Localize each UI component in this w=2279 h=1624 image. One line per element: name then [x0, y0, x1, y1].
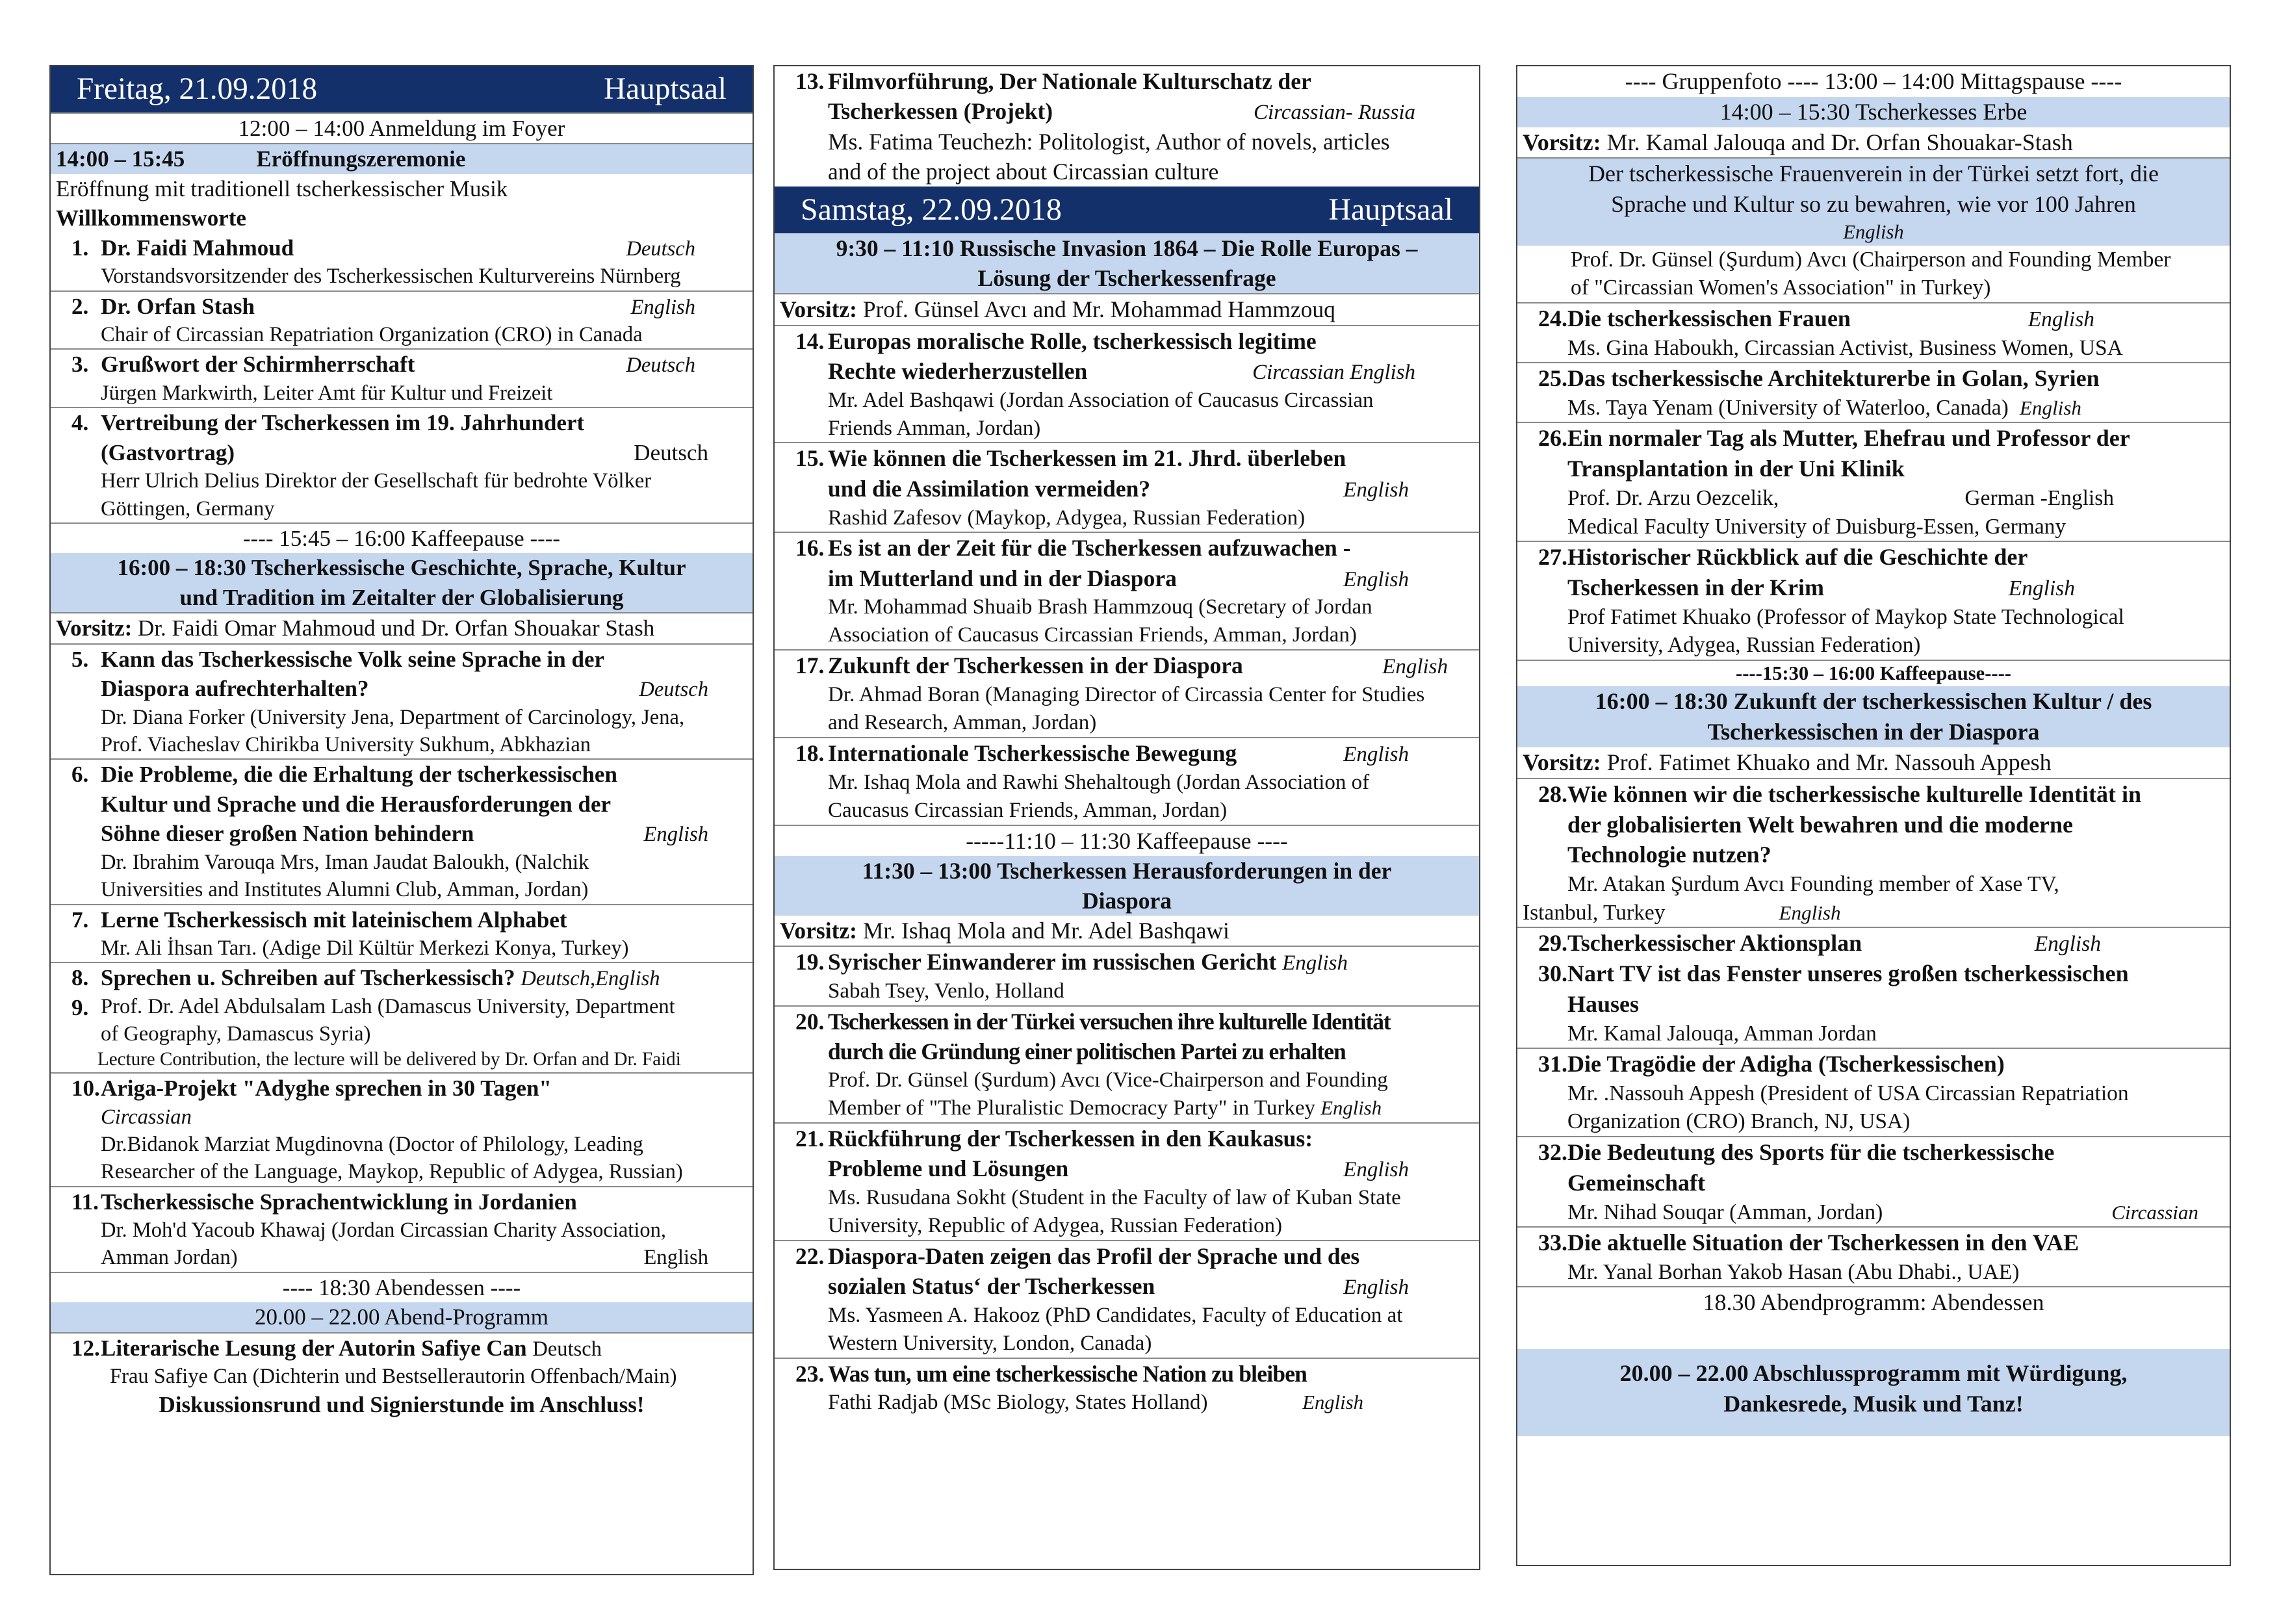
- talk-title: Sprache und Kultur so zu bewahren, wie vor 100 Jahren: [1611, 191, 2136, 218]
- talk-language: English: [630, 295, 695, 319]
- talk-number: 18.: [795, 740, 825, 767]
- talk-number: 33.: [1538, 1230, 1567, 1256]
- talk-title: und die Assimilation vermeiden?: [828, 475, 1151, 502]
- talk-item: [51, 290, 753, 349]
- talk-speaker: Jürgen Markwirth, Leiter Amt für Kultur und Freizeit: [101, 381, 553, 405]
- talk-speaker: Frau Safiye Can (Dichterin und Bestsellerautorin Offenbach/Main): [110, 1365, 677, 1389]
- talk-speaker: Prof. Dr. Günsel (Şurdum) Avcı (Vice-Chairperson and Founding: [828, 1068, 1388, 1092]
- talk-language: English: [1343, 567, 1409, 591]
- opening-title: Eröffnungszeremonie: [256, 146, 466, 172]
- talk-note: Lecture Contribution, the lecture will be delivered by Dr. Orfan and Dr. Faidi: [97, 1049, 681, 1070]
- talk-speaker: Prof. Dr. Adel Abdulsalam Lash (Damascus University, Department: [101, 994, 675, 1018]
- talk-speaker: Dr. Diana Forker (University Jena, Department of Carcinology, Jena,: [101, 705, 685, 729]
- talk-number: 29.: [1538, 930, 1567, 957]
- session-title: 9:30 – 11:10 Russische Invasion 1864 – Die Rolle Europas –: [836, 235, 1418, 262]
- talk-title: Sprechen u. Schreiben auf Tscherkessisch?: [101, 965, 515, 991]
- talk-language: English: [1302, 1391, 1363, 1414]
- chair-label: Vorsitz:: [1523, 749, 1601, 776]
- talk-speaker: Prof Fatimet Khuako (Professor of Maykop State Technological: [1567, 604, 2124, 629]
- talk-item: [775, 442, 1479, 532]
- chair-names: Prof. Günsel Avcı and Mr. Mohammad Hammzouq: [862, 296, 1335, 323]
- talk-language: English: [643, 1246, 708, 1270]
- talk-speaker: Researcher of the Language, Maykop, Republic of Adygea, Russian): [101, 1160, 683, 1184]
- talk-speaker: Mr. Mohammad Shuaib Brash Hammzouq (Secretary of Jordan: [828, 595, 1372, 619]
- talk-number: 10.: [71, 1076, 100, 1102]
- talk-item: [1517, 959, 2230, 1048]
- talk-speaker: Sabah Tsey, Venlo, Holland: [828, 979, 1064, 1003]
- talk-speaker: Mr. Nihad Souqar (Amman, Jordan): [1567, 1200, 1883, 1224]
- talk-speaker: of Geography, Damascus Syria): [101, 1022, 371, 1046]
- talk-number: 8.: [71, 965, 89, 991]
- chair-label: Vorsitz:: [780, 918, 857, 944]
- talk-speaker: Mr. Ali İhsan Tarı. (Adige Dil Kültür Merkezi Konya, Turkey): [101, 936, 629, 960]
- welcome-heading: Willkommensworte: [56, 205, 246, 231]
- talk-number: 17.: [795, 652, 825, 679]
- talk-speaker: Mr. .Nassouh Appesh (President of USA Circassian Repatriation: [1567, 1081, 2129, 1105]
- talk-language: Circassian English: [1252, 360, 1415, 384]
- session-title: 11:30 – 13:00 Tscherkessen Herausforderungen in der: [862, 857, 1392, 884]
- talk-speaker: Ms. Fatima Teuchezh: Politologist, Author of novels, articles: [828, 129, 1390, 155]
- talk-language: English: [2034, 932, 2101, 957]
- opening-time: 14:00 – 15:45: [56, 146, 185, 172]
- talk-language: Circassian: [101, 1105, 192, 1129]
- talk-title: Diaspora aufrechterhalten?: [101, 676, 369, 702]
- talk-speaker: Dr. Moh'd Yacoub Khawaj (Jordan Circassian Charity Association,: [101, 1218, 667, 1243]
- day-title: Samstag, 22.09.2018: [801, 192, 1062, 227]
- chair-names: Mr. Kamal Jalouqa and Dr. Orfan Shouakar-Stash: [1606, 129, 2073, 155]
- talk-language: English: [2028, 307, 2094, 331]
- talk-item: [1517, 778, 2230, 899]
- talk-number: 13.: [795, 68, 825, 94]
- talk-speaker: Mr. Kamal Jalouqa, Amman Jordan: [1567, 1021, 1877, 1046]
- talk-number: 21.: [795, 1126, 825, 1152]
- talk-speaker: University, Republic of Adygea, Russian Federation): [828, 1214, 1282, 1238]
- talk-language: English: [643, 823, 708, 847]
- opening-music: Eröffnung mit traditionell tscherkessischer Musik: [56, 175, 508, 201]
- talk-item: [51, 1186, 753, 1272]
- talk-title: im Mutterland und in der Diaspora: [828, 565, 1177, 591]
- talk-title: Dr. Orfan Stash: [101, 293, 255, 319]
- talk-speaker: Mr. Adel Bashqawi (Jordan Association of Caucasus Circassian: [828, 388, 1374, 412]
- talk-item: [51, 407, 753, 522]
- session-header: [1517, 686, 2230, 747]
- talk-speaker-row: [1517, 899, 2230, 927]
- talk-item: [775, 1005, 1479, 1122]
- talk-number: 15.: [795, 445, 825, 472]
- talk-title: Vertreibung der Tscherkessen im 19. Jahrhundert: [101, 410, 585, 436]
- talk-speaker: Dr.Bidanok Marziat Mugdinovna (Doctor of Philology, Leading: [101, 1132, 643, 1156]
- talk-speaker: and Research, Amman, Jordan): [828, 711, 1097, 735]
- session-header: [775, 856, 1479, 916]
- talk-number: 32.: [1538, 1139, 1567, 1165]
- dinner-break: ---- 18:30 Abendessen ----: [51, 1272, 753, 1303]
- session-chair: [1517, 747, 2230, 778]
- talk-speaker: Universities and Institutes Alumni Club, Amman, Jordan): [101, 878, 589, 902]
- talk-speaker: Association of Caucasus Circassian Friends, Amman, Jordan): [828, 623, 1357, 647]
- talk-number: 12.: [71, 1335, 100, 1361]
- talk-title: Ein normaler Tag als Mutter, Ehefrau und Professor der: [1567, 425, 2130, 452]
- coffee-break: -----11:10 – 11:30 Kaffeepause ----: [775, 825, 1479, 856]
- talk-number: 28.: [1538, 780, 1567, 807]
- talk-item: [51, 1332, 753, 1391]
- talk-title: Transplantation in der Uni Klinik: [1567, 456, 1905, 482]
- talk-speaker: Ms. Yasmeen A. Hakooz (PhD Candidates, Faculty of Education at: [828, 1304, 1403, 1328]
- talk-number: 26.: [1538, 425, 1567, 452]
- feature-talk: [1517, 157, 2230, 245]
- talk-title: Söhne dieser großen Nation behindern: [101, 821, 474, 847]
- talk-title: (Gastvortrag): [101, 439, 235, 465]
- talk-title: Probleme und Lösungen: [828, 1155, 1069, 1182]
- talk-speaker: Dr. Ahmad Boran (Managing Director of Circassia Center for Studies: [828, 683, 1425, 707]
- opening-session-row: [51, 143, 753, 174]
- session-header: [775, 233, 1479, 293]
- chair-names: Mr. Ishaq Mola and Mr. Adel Bashqawi: [862, 918, 1230, 944]
- talk-language: Deutsch: [634, 439, 708, 465]
- talk-number: 7.: [71, 907, 89, 933]
- talk-item: [51, 962, 753, 993]
- talk-speaker: Dr. Ibrahim Varouqa Mrs, Iman Jaudat Baloukh, (Nalchik: [101, 850, 589, 874]
- hall-name: Hauptsaal: [1328, 192, 1453, 227]
- talk-title: Syrischer Einwanderer im russischen Gericht: [828, 949, 1277, 975]
- talk-language: Deutsch,English: [521, 967, 660, 991]
- talk-item: [775, 737, 1479, 825]
- talk-number: 25.: [1538, 365, 1567, 392]
- session-chair: [775, 916, 1479, 946]
- talk-title: Tscherkessischer Aktionsplan: [1567, 930, 1862, 957]
- talk-number: 9.: [71, 994, 89, 1020]
- talk-title: Internationale Tscherkessische Bewegung: [828, 740, 1237, 767]
- final-program-line: 20.00 – 22.00 Abschlussprogramm mit Würdigung,: [1619, 1360, 2128, 1387]
- talk-title: Grußwort der Schirmherrschaft: [101, 352, 415, 378]
- talk-item: [775, 946, 1479, 1005]
- talk-title: Filmvorführung, Der Nationale Kulturschatz der: [828, 68, 1311, 94]
- talk-speaker: Ms. Rusudana Sokht (Student in the Faculty of law of Kuban State: [828, 1186, 1401, 1210]
- talk-speaker: Göttingen, Germany: [101, 496, 275, 521]
- talk-number: 2.: [71, 293, 89, 319]
- talk-title: Tscherkessen in der Krim: [1567, 574, 1825, 600]
- talk-item: [775, 532, 1479, 649]
- talk-speaker: and of the project about Circassian culture: [828, 159, 1219, 185]
- talk-title: Zukunft der Tscherkessen in der Diaspora: [828, 652, 1243, 679]
- talk-item: [1517, 302, 2230, 362]
- talk-language: English: [1843, 220, 1904, 243]
- talk-title: Der tscherkessische Frauenverein in der Türkei setzt fort, die: [1588, 161, 2159, 187]
- talk-title: Rückführung der Tscherkessen in den Kaukasus:: [828, 1126, 1313, 1152]
- day-header: [775, 187, 1479, 233]
- talk-speaker: of "Circassian Women's Association" in Turkey): [1571, 276, 1991, 300]
- talk-language: Circassian- Russia: [1253, 101, 1415, 125]
- talk-speaker: Mr. Yanal Borhan Yakob Hasan (Abu Dhabi., UAE): [1567, 1259, 2020, 1284]
- talk-item: [1517, 927, 2230, 959]
- talk-number: 22.: [795, 1243, 825, 1270]
- evening-dinner: 18.30 Abendprogramm: Abendessen: [1517, 1286, 2230, 1349]
- chair-label: Vorsitz:: [56, 615, 133, 641]
- talk-speaker: Medical Faculty University of Duisburg-Essen, Germany: [1567, 514, 2067, 539]
- talk-number: 3.: [71, 352, 89, 378]
- talk-title: Europas moralische Rolle, tscherkessisch legitime: [828, 328, 1317, 354]
- talk-language: English: [1382, 655, 1448, 679]
- evening-program: 20.00 – 22.00 Abend-Programm: [51, 1302, 753, 1332]
- talk-title: Die Probleme, die die Erhaltung der tscherkessischen: [101, 762, 617, 788]
- talk-item: [1517, 422, 2230, 541]
- talk-language: Deutsch: [532, 1337, 602, 1361]
- talk-item: [775, 325, 1479, 443]
- talk-title: Wie können wir die tscherkessische kulturelle Identität in: [1567, 780, 2142, 807]
- talk-speaker: Rashid Zafesov (Maykop, Adygea, Russian Federation): [828, 506, 1306, 530]
- talk-speaker: Prof. Dr. Arzu Oezcelik,: [1567, 486, 1779, 510]
- talk-item: [1517, 1048, 2230, 1136]
- coffee-break: ---- 15:45 – 16:00 Kaffeepause ----: [51, 522, 753, 554]
- session-chair: [775, 293, 1479, 324]
- talk-speaker: Caucasus Circassian Friends, Amman, Jordan): [828, 798, 1228, 822]
- talk-title: Technologie nutzen?: [1567, 842, 1771, 868]
- session-title: und Tradition im Zeitalter der Globalisierung: [179, 584, 624, 610]
- session-title: Lösung der Tscherkessenfrage: [977, 265, 1276, 292]
- chair-label: Vorsitz:: [1523, 129, 1601, 155]
- talk-item: [51, 904, 753, 962]
- friday-column: [49, 65, 754, 1575]
- talk-speaker: Herr Ulrich Delius Direktor der Gesellschaft für bedrohte Völker: [101, 469, 652, 493]
- talk-title: Lerne Tscherkessisch mit lateinischem Alphabet: [101, 907, 567, 933]
- talk-speaker: Mr. Ishaq Mola and Rawhi Shehaltough (Jordan Association of: [828, 770, 1370, 794]
- session-title: 16:00 – 18:30 Tscherkessische Geschichte, Sprache, Kultur: [117, 555, 686, 581]
- talk-item: [775, 1122, 1479, 1240]
- talk-number: 14.: [795, 328, 825, 354]
- talk-item: [1517, 1226, 2230, 1286]
- registration-row: 12:00 – 14:00 Anmeldung im Foyer: [51, 112, 753, 144]
- talk-item: [775, 1358, 1479, 1417]
- talk-number: 5.: [71, 646, 89, 672]
- talk-number: 31.: [1538, 1051, 1567, 1077]
- talk-speaker: Organization (CRO) Branch, NJ, USA): [1567, 1109, 1911, 1134]
- talk-speaker: Vorstandsvorsitzender des Tscherkessischen Kulturvereins Nürnberg: [101, 264, 681, 289]
- talk-title: Tscherkessische Sprachentwicklung in Jordanien: [101, 1189, 577, 1215]
- saturday-afternoon-column: [1516, 65, 2231, 1566]
- talk-item: [1517, 1136, 2230, 1226]
- talk-language: English: [2019, 396, 2081, 419]
- session-header: 14:00 – 15:30 Tscherkesses Erbe: [1517, 97, 2230, 127]
- talk-item: [51, 1072, 753, 1185]
- talk-speaker: Western University, London, Canada): [828, 1332, 1152, 1356]
- talk-language: English: [1343, 1276, 1409, 1300]
- closing-note: Diskussionsrund und Signierstunde im Anschluss!: [159, 1392, 645, 1418]
- session-title: 16:00 – 18:30 Zukunft der tscherkessischen Kultur / des: [1595, 688, 2152, 715]
- day-header: [51, 66, 753, 112]
- session-title: Diaspora: [1081, 888, 1172, 914]
- talk-number: 6.: [71, 762, 89, 788]
- talk-speaker: Fathi Radjab (MSc Biology, States Holland): [828, 1391, 1208, 1415]
- talk-title: durch die Gründung einer politischen Partei zu erhalten: [828, 1038, 1346, 1065]
- final-program: [1517, 1349, 2230, 1436]
- talk-language: English: [1779, 901, 1841, 924]
- session-chair: [1517, 127, 2230, 158]
- talk-speaker: Friends Amman, Jordan): [828, 416, 1041, 440]
- talk-number: 16.: [795, 535, 825, 561]
- talk-title: Hauses: [1567, 990, 1640, 1017]
- talk-item: [775, 1240, 1479, 1358]
- talk-title: Es ist an der Zeit für die Tscherkessen aufzuwachen -: [828, 535, 1351, 561]
- talk-title: Die Tragödie der Adigha (Tscherkessischen): [1567, 1051, 2005, 1077]
- coffee-break: ----15:30 – 16:00 Kaffeepause----: [1517, 660, 2230, 687]
- hall-name: Hauptsaal: [604, 72, 727, 106]
- final-program-line: Dankesrede, Musik und Tanz!: [1723, 1390, 2024, 1417]
- talk-title: Die Bedeutung des Sports für die tscherkessische: [1567, 1139, 2055, 1165]
- talk-language: English: [1282, 951, 1348, 975]
- talk-title: Tscherkessen in der Türkei versuchen ihre kulturelle Identität: [828, 1009, 1391, 1035]
- talk-speaker: University, Adygea, Russian Federation): [1567, 633, 1921, 658]
- talk-title: sozialen Status‘ der Tscherkessen: [828, 1273, 1155, 1300]
- talk-number: 23.: [795, 1360, 825, 1387]
- talk-title: Wie können die Tscherkessen im 21. Jhrd. überleben: [828, 445, 1346, 472]
- talk-title: Nart TV ist das Fenster unseres großen tscherkessischen: [1567, 960, 2129, 987]
- talk-title: Diaspora-Daten zeigen das Profil der Sprache und des: [828, 1243, 1360, 1270]
- talk-item: [775, 66, 1479, 187]
- talk-item: [1517, 541, 2230, 660]
- talk-speaker: Chair of Circassian Repatriation Organization (CRO) in Canada: [101, 323, 643, 347]
- talk-item: [1517, 362, 2230, 422]
- talk-title: Rechte wiederherzustellen: [828, 357, 1088, 384]
- chair-label: Vorsitz:: [780, 296, 857, 323]
- talk-number: 19.: [795, 949, 825, 975]
- talk-item: [775, 649, 1479, 737]
- talk-item: [51, 758, 753, 903]
- talk-language: German -English: [1964, 486, 2114, 510]
- talk-item: [51, 233, 753, 290]
- talk-title: der globalisierten Welt bewahren und die moderne: [1567, 811, 2074, 838]
- talk-number: 4.: [71, 410, 89, 436]
- talk-title: Das tscherkessische Architekturerbe in Golan, Syrien: [1567, 365, 2100, 392]
- talk-speaker: Mr. Atakan Şurdum Avcı Founding member of Xase TV,: [1567, 872, 2059, 897]
- talk-speaker: Ms. Taya Yenam (University of Waterloo, Canada): [1567, 395, 2009, 420]
- talk-speaker: Member of "The Pluralistic Democracy Party" in Turkey: [828, 1096, 1316, 1120]
- talk-title: Gemeinschaft: [1567, 1169, 1705, 1196]
- session-chair: [51, 612, 753, 643]
- talk-title: Tscherkessen (Projekt): [828, 98, 1053, 125]
- chair-names: Dr. Faidi Omar Mahmoud und Dr. Orfan Shouakar Stash: [138, 615, 655, 641]
- saturday-column: [773, 65, 1480, 1570]
- talk-title: Die tscherkessischen Frauen: [1567, 305, 1851, 331]
- group-photo-break: ---- Gruppenfoto ---- 13:00 – 14:00 Mittagspause ----: [1625, 68, 2122, 94]
- talk-title: Kann das Tscherkessische Volk seine Sprache in der: [101, 646, 605, 672]
- talk-title: Kultur und Sprache und die Herausforderungen der: [101, 791, 612, 817]
- session-title: Tscherkessischen in der Diaspora: [1707, 719, 2040, 745]
- talk-number: 27.: [1538, 544, 1567, 571]
- talk-number: 1.: [71, 235, 89, 261]
- talk-title: Historischer Rückblick auf die Geschichte der: [1567, 544, 2028, 571]
- talk-language: English: [1320, 1097, 1382, 1120]
- talk-title: Was tun, um eine tscherkessische Nation zu bleiben: [828, 1360, 1307, 1387]
- talk-number: 24.: [1538, 305, 1567, 331]
- talk-language: Deutsch: [626, 237, 695, 261]
- talk-language: English: [1343, 743, 1409, 767]
- talk-language: English: [1343, 1158, 1409, 1182]
- talk-speaker: Ms. Gina Haboukh, Circassian Activist, Business Women, USA: [1567, 335, 2123, 360]
- talk-language: English: [2008, 576, 2075, 600]
- talk-item: [51, 993, 753, 1048]
- day-title: Freitag, 21.09.2018: [77, 72, 318, 106]
- talk-title: Ariga-Projekt "Adyghe sprechen in 30 Tagen": [101, 1076, 552, 1102]
- talk-speaker: Istanbul, Turkey: [1523, 900, 1666, 925]
- talk-title: Die aktuelle Situation der Tscherkessen in den VAE: [1567, 1230, 2079, 1256]
- talk-speaker: Prof. Dr. Günsel (Şurdum) Avcı (Chairperson and Founding Member: [1571, 247, 2171, 272]
- talk-number: 30.: [1538, 960, 1567, 987]
- talk-item: [51, 348, 753, 407]
- talk-language: Deutsch: [639, 678, 708, 702]
- talk-language: Deutsch: [626, 354, 695, 378]
- chair-names: Prof. Fatimet Khuako and Mr. Nassouh Appesh: [1606, 749, 2052, 776]
- talk-number: 11.: [71, 1189, 99, 1215]
- talk-number: 20.: [795, 1009, 825, 1035]
- talk-title: Literarische Lesung der Autorin Safiye Can: [101, 1335, 527, 1361]
- talk-language: English: [1343, 478, 1409, 502]
- talk-speaker: Amman Jordan): [101, 1246, 238, 1270]
- talk-item: [51, 643, 753, 759]
- talk-language: Circassian: [2111, 1200, 2198, 1224]
- talk-title: Dr. Faidi Mahmoud: [101, 235, 294, 261]
- session-header: [51, 553, 753, 612]
- talk-speaker: Prof. Viacheslav Chirikba University Sukhum, Abkhazian: [101, 733, 591, 757]
